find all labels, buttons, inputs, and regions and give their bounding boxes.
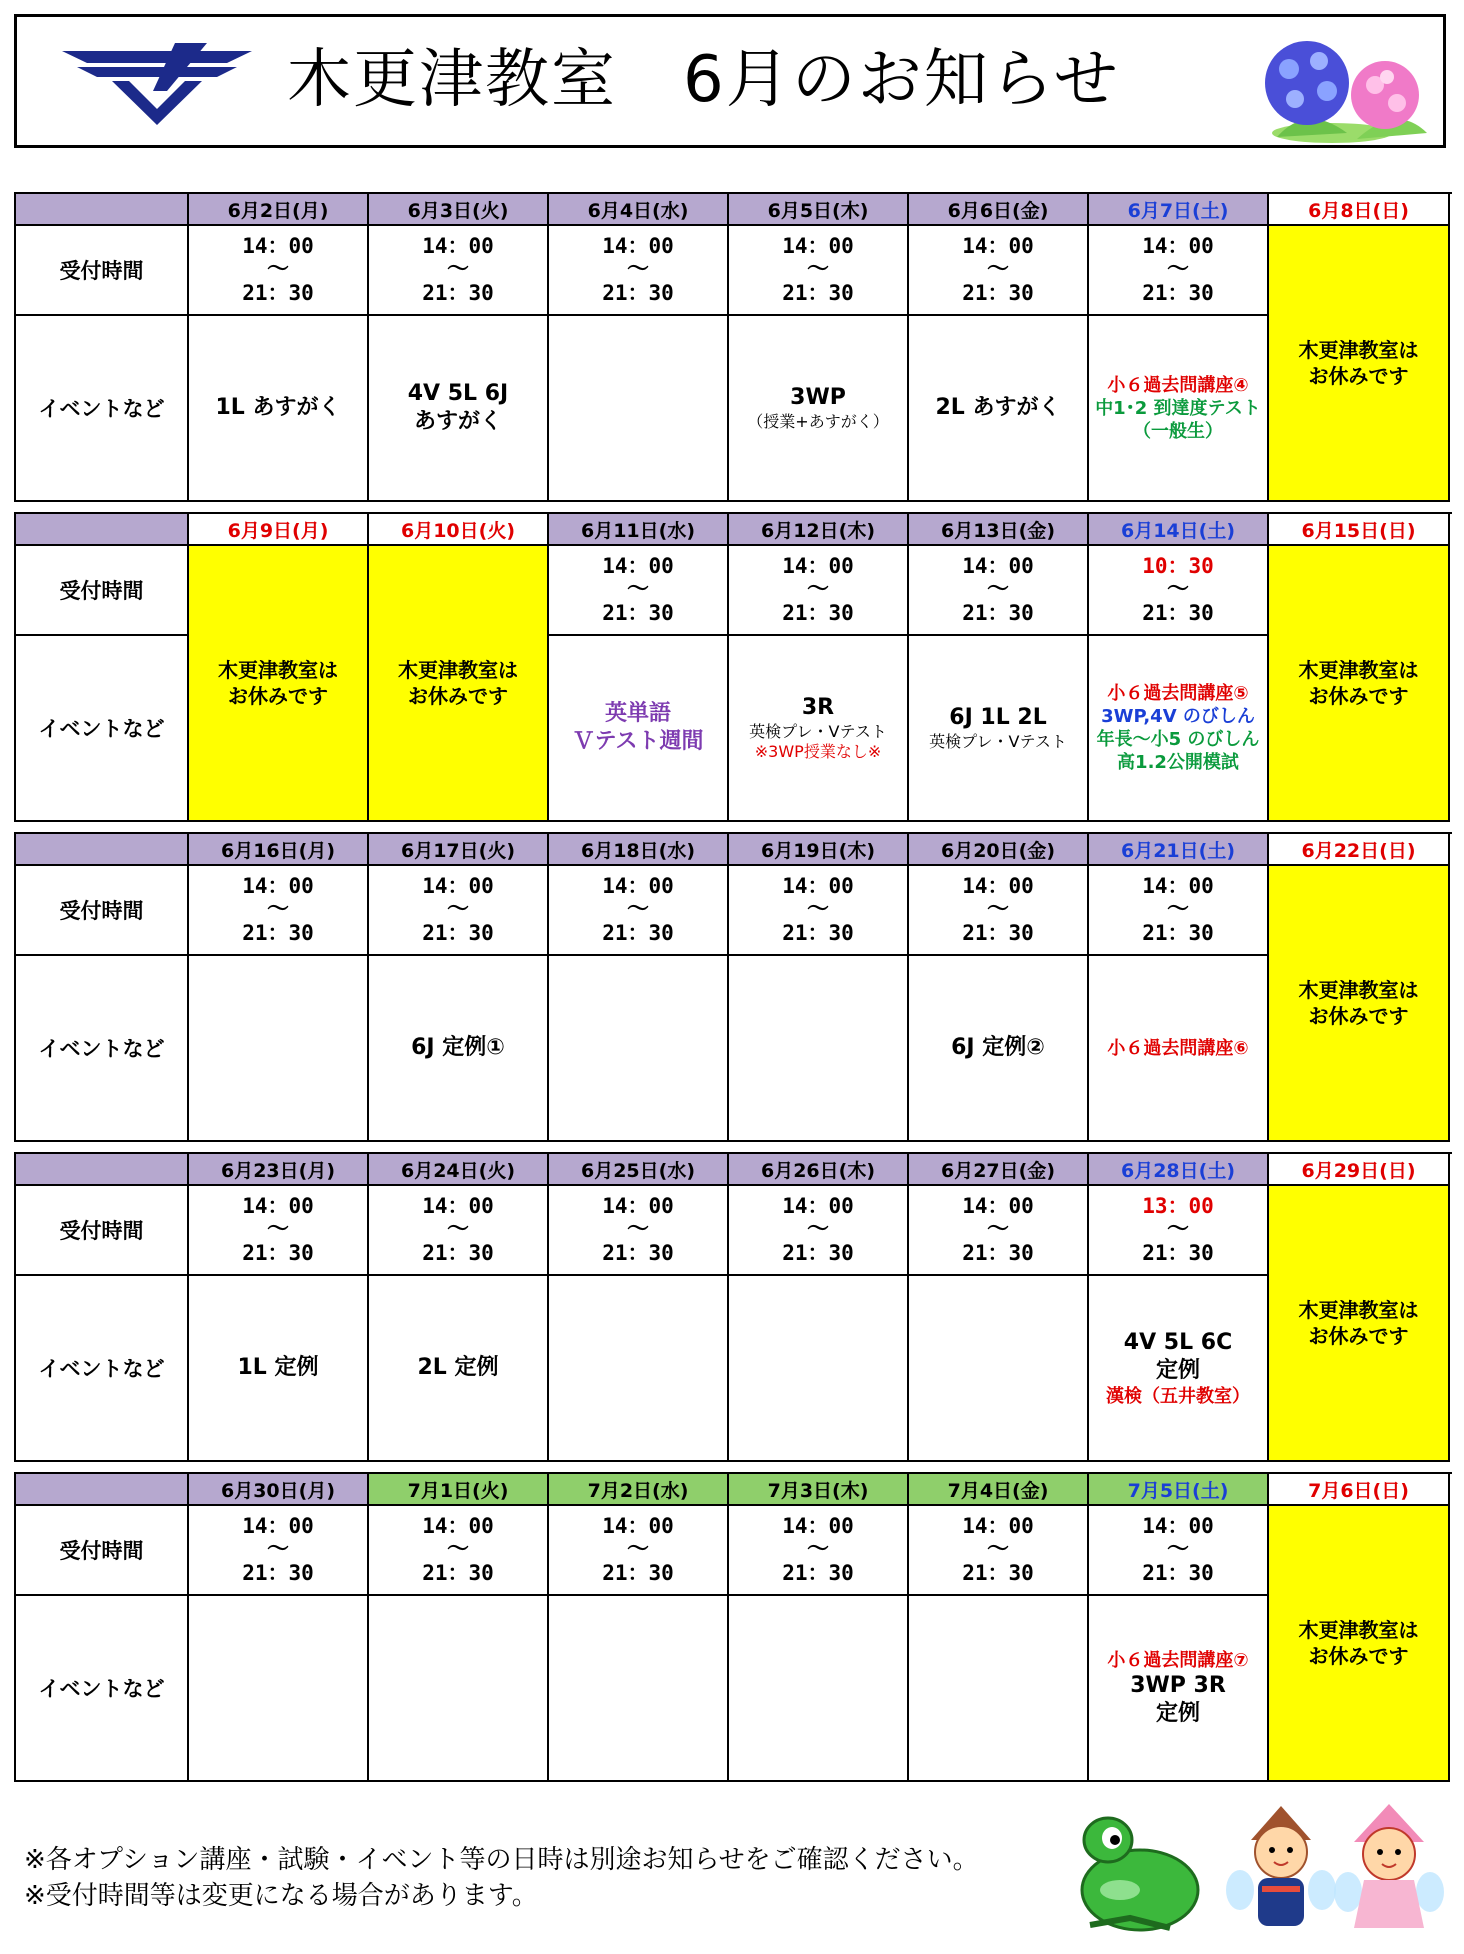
events-label: イベントなど [16, 636, 189, 822]
title-box [14, 14, 1446, 148]
frog-icon [1070, 1800, 1210, 1940]
closed-cell: 木更津教室は お休みです [1269, 866, 1450, 1142]
events-label: イベントなど [16, 1276, 189, 1462]
reception-time: 14：00 ～ 21：30 [729, 1186, 909, 1276]
day-header: 6月18日(水) [549, 834, 729, 866]
reception-time: 14：00 ～ 21：30 [909, 866, 1089, 956]
day-header-saturday: 6月14日(土) [1089, 514, 1269, 546]
week-4 [14, 1152, 1452, 1462]
hydrangea-icon [1237, 33, 1437, 145]
reception-time: 14：00 ～ 21：30 [549, 546, 729, 636]
corner-cell [16, 1474, 189, 1506]
page-title: 木更津教室 6月のお知らせ [287, 43, 1120, 117]
event-cell: 3WP （授業+あすがく） [729, 316, 909, 502]
reception-time: 14：00 ～ 21：30 [189, 1186, 369, 1276]
event-cell [549, 1596, 729, 1782]
day-header: 6月13日(金) [909, 514, 1089, 546]
closed-cell: 木更津教室は お休みです [1269, 1186, 1450, 1462]
reception-time: 14：00 ～ 21：30 [1089, 226, 1269, 316]
day-header-saturday: 7月5日(土) [1089, 1474, 1269, 1506]
closed-cell: 木更津教室は お休みです [1269, 546, 1450, 822]
event-cell [369, 1596, 549, 1782]
reception-time: 14：00 ～ 21：30 [369, 226, 549, 316]
reception-time: 14：00 ～ 21：30 [909, 1506, 1089, 1596]
closed-cell: 木更津教室は お休みです [1269, 1506, 1450, 1782]
reception-time: 14：00 ～ 21：30 [189, 1506, 369, 1596]
day-header-saturday: 6月21日(土) [1089, 834, 1269, 866]
events-label: イベントなど [16, 956, 189, 1142]
event-cell [549, 1276, 729, 1462]
event-cell: 小６過去問講座⑥ [1089, 956, 1269, 1142]
event-cell: 4V 5L 6C 定例 漢検（五井教室） [1089, 1276, 1269, 1462]
event-cell: 小６過去問講座④ 中1･2 到達度テスト （一般生） [1089, 316, 1269, 502]
event-cell [729, 1596, 909, 1782]
note-line: ※受付時間等は変更になる場合があります。 [24, 1881, 538, 1911]
event-cell: 英単語 Ｖテスト週間 [549, 636, 729, 822]
ichishin-logo-icon [57, 33, 257, 133]
corner-cell [16, 834, 189, 866]
event-cell: 小６過去問講座⑤ 3WP,4V のびしん 年長～小5 のびしん 高1.2公開模試 [1089, 636, 1269, 822]
day-header: 6月27日(金) [909, 1154, 1089, 1186]
reception-time: 13：00 ～ 21：30 [1089, 1186, 1269, 1276]
day-header: 6月12日(木) [729, 514, 909, 546]
day-header: 6月11日(水) [549, 514, 729, 546]
reception-label: 受付時間 [16, 866, 189, 956]
event-cell: 6J 定例② [909, 956, 1089, 1142]
day-header-saturday: 6月28日(土) [1089, 1154, 1269, 1186]
event-cell: 2L 定例 [369, 1276, 549, 1462]
day-header: 6月24日(火) [369, 1154, 549, 1186]
event-cell: 3R 英検プレ・Vテスト ※3WP授業なし※ [729, 636, 909, 822]
reception-time: 14：00 ～ 21：30 [369, 1506, 549, 1596]
day-header: 6月26日(木) [729, 1154, 909, 1186]
corner-cell [16, 514, 189, 546]
week-1 [14, 192, 1452, 502]
event-cell [189, 956, 369, 1142]
girl-mascot-icon [1334, 1800, 1444, 1940]
notes [24, 1842, 1064, 1914]
reception-time: 14：00 ～ 21：30 [729, 546, 909, 636]
reception-time: 14：00 ～ 21：30 [1089, 866, 1269, 956]
day-header-next-month: 7月1日(火) [369, 1474, 549, 1506]
day-header: 6月16日(月) [189, 834, 369, 866]
reception-time: 14：00 ～ 21：30 [1089, 1506, 1269, 1596]
event-cell: 1L あすがく [189, 316, 369, 502]
event-cell [909, 1276, 1089, 1462]
event-cell [549, 956, 729, 1142]
week-3 [14, 832, 1452, 1142]
day-header-next-month: 7月3日(木) [729, 1474, 909, 1506]
day-header-saturday: 6月7日(土) [1089, 194, 1269, 226]
day-header-sunday: 6月22日(日) [1269, 834, 1450, 866]
day-header-sunday: 7月6日(日) [1269, 1474, 1450, 1506]
event-cell: 1L 定例 [189, 1276, 369, 1462]
day-header: 6月30日(月) [189, 1474, 369, 1506]
reception-time: 14：00 ～ 21：30 [909, 546, 1089, 636]
note-line: ※各オプション講座・試験・イベント等の日時は別途お知らせをご確認ください。 [24, 1845, 979, 1875]
day-header-closed: 6月9日(月) [189, 514, 369, 546]
reception-label: 受付時間 [16, 1506, 189, 1596]
closed-cell: 木更津教室は お休みです [369, 546, 549, 822]
reception-time: 14：00 ～ 21：30 [549, 226, 729, 316]
reception-time: 14：00 ～ 21：30 [189, 226, 369, 316]
day-header: 6月19日(木) [729, 834, 909, 866]
event-cell: 6J 1L 2L 英検プレ・Vテスト [909, 636, 1089, 822]
reception-time: 14：00 ～ 21：30 [369, 866, 549, 956]
event-cell [729, 956, 909, 1142]
day-header: 6月25日(水) [549, 1154, 729, 1186]
week-2 [14, 512, 1452, 822]
week-5 [14, 1472, 1452, 1782]
day-header: 6月23日(月) [189, 1154, 369, 1186]
day-header-sunday: 6月29日(日) [1269, 1154, 1450, 1186]
reception-time: 14：00 ～ 21：30 [909, 1186, 1089, 1276]
event-cell [909, 1596, 1089, 1782]
day-header: 6月17日(火) [369, 834, 549, 866]
day-header: 6月2日(月) [189, 194, 369, 226]
day-header-next-month: 7月4日(金) [909, 1474, 1089, 1506]
reception-time: 10：30 ～ 21：30 [1089, 546, 1269, 636]
day-header-sunday: 6月8日(日) [1269, 194, 1450, 226]
day-header-closed: 6月10日(火) [369, 514, 549, 546]
day-header: 6月5日(木) [729, 194, 909, 226]
closed-cell: 木更津教室は お休みです [189, 546, 369, 822]
day-header: 6月3日(火) [369, 194, 549, 226]
reception-time: 14：00 ～ 21：30 [549, 1186, 729, 1276]
event-cell: 6J 定例① [369, 956, 549, 1142]
event-cell [549, 316, 729, 502]
day-header-next-month: 7月2日(水) [549, 1474, 729, 1506]
corner-cell [16, 194, 189, 226]
event-cell [189, 1596, 369, 1782]
reception-time: 14：00 ～ 21：30 [729, 226, 909, 316]
day-header-sunday: 6月15日(日) [1269, 514, 1450, 546]
reception-label: 受付時間 [16, 226, 189, 316]
closed-cell: 木更津教室は お休みです [1269, 226, 1450, 502]
reception-label: 受付時間 [16, 546, 189, 636]
event-cell [729, 1276, 909, 1462]
reception-time: 14：00 ～ 21：30 [729, 866, 909, 956]
reception-time: 14：00 ～ 21：30 [729, 1506, 909, 1596]
reception-time: 14：00 ～ 21：30 [549, 866, 729, 956]
reception-label: 受付時間 [16, 1186, 189, 1276]
reception-time: 14：00 ～ 21：30 [909, 226, 1089, 316]
event-cell: 2L あすがく [909, 316, 1089, 502]
day-header: 6月4日(水) [549, 194, 729, 226]
day-header: 6月20日(金) [909, 834, 1089, 866]
event-cell: 小６過去問講座⑦ 3WP 3R 定例 [1089, 1596, 1269, 1782]
events-label: イベントなど [16, 1596, 189, 1782]
event-cell: 4V 5L 6J あすがく [369, 316, 549, 502]
corner-cell [16, 1154, 189, 1186]
boy-mascot-icon [1226, 1800, 1336, 1940]
reception-time: 14：00 ～ 21：30 [189, 866, 369, 956]
reception-time: 14：00 ～ 21：30 [549, 1506, 729, 1596]
reception-time: 14：00 ～ 21：30 [369, 1186, 549, 1276]
events-label: イベントなど [16, 316, 189, 502]
day-header: 6月6日(金) [909, 194, 1089, 226]
